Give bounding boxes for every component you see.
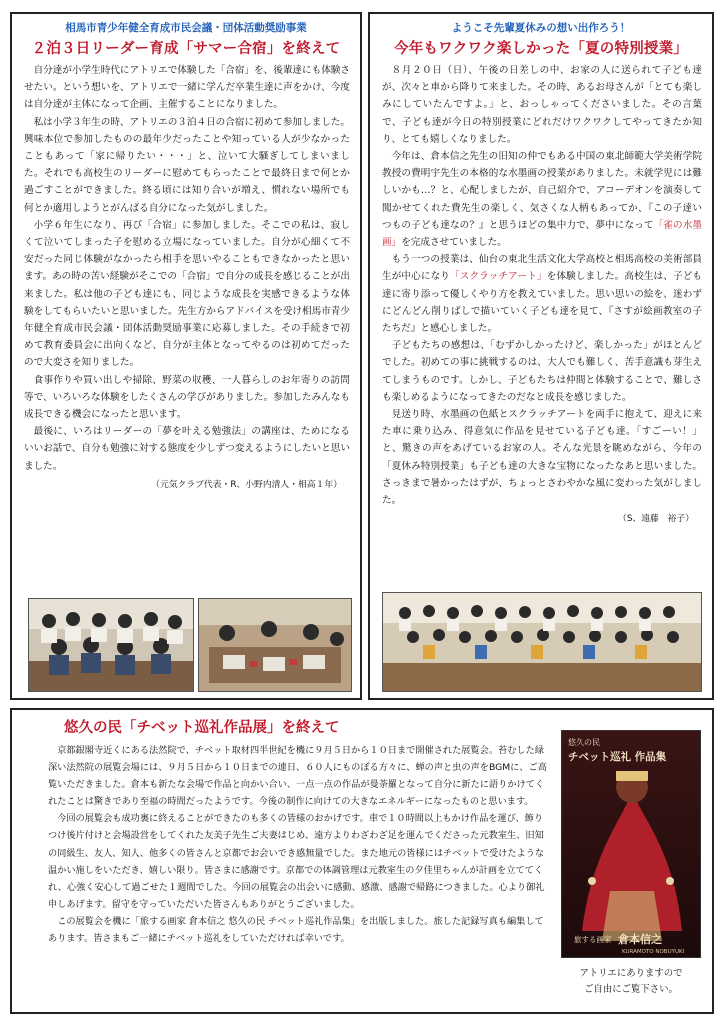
signature: （S、遠藤 裕子） xyxy=(618,514,694,525)
paragraph-text: を完成させていました。 xyxy=(401,237,507,249)
paragraph xyxy=(382,406,702,509)
paragraph: 京都銀閣寺近くにある法然院で、チベット取材四半世紀を機に９月５日から１０日まで開催された展覧会。苔むした緑深い法然院の展覧会場には、９月５日から１０日までの連日、６０人にものぼる方々に、蝉の声と虫の声をBGMに、ご高覧いただきました。倉本も新たな会場で作品と向かい合い、一点一点の作品が曼荼羅となって自分に新たに語りかけてくれたことは驚きであり至福の時間だったようです。今後の制作に向けての大きなエネルギーになったものと思います。 xyxy=(48,745,547,808)
paragraph: 自分達が小学生時代にアトリエで体験した「合宿」を、後輩達にも体験させたい。という想いを、アトリエで一緒に学んだ卒業生達に声をかけ、今度は自分達が主体になって企画、主催することになりました。 xyxy=(24,65,350,111)
paragraph: 私は小学３年生の時、アトリエの３泊４日の合宿に初めて参加しました。興味本位で参加したものの最年少だったことや知っている人が少なかったこともあって「家に帰りたい・・・」と、泣いて大騒ぎしてしまいました。それでも高校生のリーダーに慰めてもらったことで最終日まで何とか過ごすことができました。終る頃には知り合いが増え、慣れない場所でも何とか適用しようとがんばる自分になった気がしました。 xyxy=(24,116,350,214)
class-group-photo xyxy=(382,592,702,692)
book-author-roman: KURAMOTO NOBUYUKI xyxy=(622,949,685,955)
camp-group-photo xyxy=(28,598,194,692)
article-body xyxy=(48,742,550,947)
caption-line: ご自由にご覧下さい。 xyxy=(584,984,678,995)
article-title: 悠久の民「チベット巡礼作品展」を終えて xyxy=(64,720,340,736)
paragraph: 食事作りや買い出しや掃除、野菜の収穫、一人暮らしのお年寄りの訪問等で、いろいろな体験をしたくさんの学びがありました。参加したみんなも成長できる機会になったと思います。 xyxy=(24,374,350,421)
paragraph xyxy=(382,337,702,406)
tibet-exhibition-article xyxy=(10,708,714,1014)
camp-activity-photo xyxy=(198,598,352,692)
article-title: 今年もワクワク楽しかった「夏の特別授業」 xyxy=(394,41,688,57)
article-subtitle: ようこそ先輩夏休みの想い出作ろう！ xyxy=(451,22,631,34)
highlighted-term: 「スクラッチアート」 xyxy=(450,271,547,283)
paragraph-text: 子どもたちの感想は、「むずかしかったけど、楽しかった」がほとんどでした。初めての事に挑戦するのは、大人でも難しく、苦手意識も芽生えてしまうものです。しかし、子どもたちは仲間と体験することで、難しさも楽しめるようになってきたのだなと成長を感じました。 xyxy=(382,340,702,403)
summer-camp-article xyxy=(10,12,362,700)
book-title: チベット巡礼 作品集 xyxy=(568,751,667,763)
paragraph xyxy=(382,251,702,337)
article-body xyxy=(12,58,360,475)
article-body xyxy=(370,58,712,509)
book-cover xyxy=(561,730,701,958)
paragraph-text: ８月２０日（日）、午後の日差しの中、お家の人に送られて子ども達が、次々と車から降りて来ました。その時、あるお母さんが「とても楽しみにしていたんですよ。」と、おっしゃってくださいました。その言葉で、子ども達が今日の特別授業にどれだけワクワクしてやってきたか知り、とても嬉しくなりました。 xyxy=(382,65,702,145)
special-class-article xyxy=(368,12,714,700)
signature: （元気クラブ代表・R、小野内清人・相高１年） xyxy=(151,479,342,490)
paragraph xyxy=(382,148,702,251)
paragraph: 小学６年生になり、再び「合宿」に参加しました。そこでの私は、寂しくて泣いてしまった子を慰める立場になっていました。自分が心細くて不安だった同じ体験がなかったら相手を思いやることもできなかったと思います。あの時の苦い経験がそこでの「合宿」で自分の成長を感じることが出来ました。私は他の子ども達にも、同じような成長を実感できるような体験をしてもらいたいと思いました。先生方からアドバイスを受け相馬市青少年健全育成市民会議・団体活動奨励事業に応募しました。その手続きで初めて教育委員会に出向くなど、自分が主体となってやるのは初めてだったので大変さを知りました。 xyxy=(24,219,350,369)
book-caption xyxy=(560,966,702,998)
caption-line: アトリエにありますので xyxy=(579,968,683,979)
paragraph-text: 見送り時、水墨画の色紙とスクラッチアートを両手に抱えて、迎えに来た車に乗り込み、得意気に作品を見せている子ども達。「すごーい！」と、驚きの声をあげているお家の人。そんな光景を眺めながら、今年の「夏休み特別授業」も子ども達の大きな宝物になったなあと思いました。さっきまで暑かったはずが、ちょっとさわやかな風に変わった気がしました。 xyxy=(382,409,702,507)
paragraph-text: 今年は、倉本信之先生の旧知の仲でもある中国の東北師範大学美術学院教授の費明宇先生の本格的な水墨画の授業がありました。未就学児には難しいかも…？と、心配しましたが、自己紹介で、アコーデオンを演奏して聞かせてくれた費先生の楽しく、気さくな人柄もあってか、『この子達いつもの子ども達なの？』と思うほどの集中力で、夢中になって xyxy=(382,151,702,231)
paragraph xyxy=(382,62,702,148)
paragraph: この展覧会を機に「旅する画家 倉本信之 悠久の民 チベット巡礼作品集」を出版しました。旅した記録写真も編集してあります。皆さまもご一緒にチベット巡礼をしていただければ幸いです。 xyxy=(48,915,544,945)
paragraph: 今回の展覧会も成功裏に終えることができたのも多くの皆様のおかげです。車で１０時間以上もかけ作品を運び、飾りつけ後片付けと会場設営をしてくれた友美子先生ご夫妻はじめ、遠方よりわざわざ足を運んでくださった元教室生、旧知の同級生、友人、知人、他多くの皆さんと京都でお会いでき感無量でした。また地元の皆様にはチベットで受けたような温かい施しをいただき、嬉しい限り。皆さまに感謝です。京都での体調管理は元教室生の夕佳里ちゃんが計画を立ててくれ、心強く安心して過ごせた１週間でした。今回の展覧会の出会いに感動、感激、感謝で帰路につきました。心より御礼申しあげます。留守を守っていただいた皆さんもありがとうございました。 xyxy=(48,813,545,910)
book-author-label: 旅する画家 xyxy=(574,935,612,944)
book-top-label: 悠久の民 xyxy=(568,738,600,747)
highlighted-term: 「雀の水墨画」 xyxy=(382,219,702,249)
book-author: 倉本信之 xyxy=(618,933,662,946)
paragraph-text: もう一つの授業は、仙台の東北生活文化大学高校と相馬高校の美術部員生が中心になり xyxy=(382,254,702,283)
article-subtitle: 相馬市青少年健全育成市民会議・団体活動奨励事業 xyxy=(65,22,307,34)
paragraph-text: を体験しました。高校生は、子ども達に寄り添って優しくやり方を教えていました。思い思いの絵を、迷わずにどんどん削りばしで描いていく子ども達を見て、『さすが絵画教室の子たちだ』と感心しました。 xyxy=(382,271,703,335)
article-title: ２泊３日リーダー育成「サマー合宿」を終えて xyxy=(31,41,341,57)
paragraph: 最後に、いろはリーダーの「夢を叶える勉強法」の講座は、ためになるいいお話で、自分も勉強に対する態度を少しずつ変えるようにしたいと思いました。 xyxy=(24,426,350,472)
